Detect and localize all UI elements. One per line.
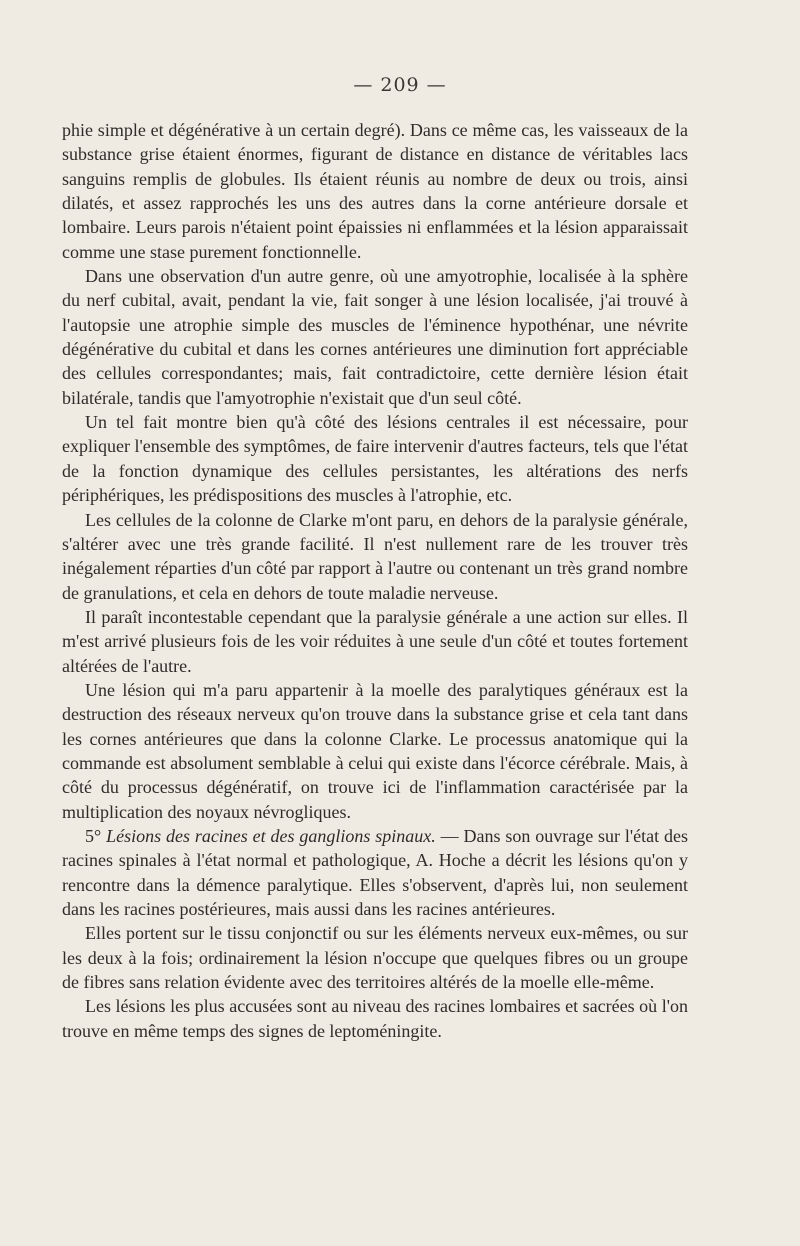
paragraph-3: Un tel fait montre bien qu'à côté des lésions centrales il est nécessaire, pour expliquer l'ensemble des symptômes, de faire intervenir d'autres facteurs, tels que l'état de la fonction dynamique des cellules persistantes, les altérations des nerfs périphériques, les prédispositions des muscles à l'atrophie, etc. bbox=[62, 412, 689, 506]
paragraph-2: Dans une observation d'un autre genre, où une amyotrophie, localisée à la sphère du nerf cubital, avait, pendant la vie, fait songer à une lésion localisée, j'ai trouvé à l'autopsie une atrophie simple des muscles de l'éminence hypothénar, une névrite dégénérative du cubital et dans les cornes antérieures une diminution fort appréciable des cellules correspondantes; mais, fait contradictoire, cette dernière lésion était bilatérale, tandis que l'amyotrophie n'existait que d'un seul côté. bbox=[62, 266, 688, 408]
paragraph-5: Il paraît incontestable cependant que la paralysie générale a une action sur elles. Il m'est arrivé plusieurs fois de les voir réduites à une seule d'un côté et toutes fortement altérées de l'autre. bbox=[62, 606, 688, 676]
section-number: 5° bbox=[85, 825, 102, 846]
paragraph-4: Les cellules de la colonne de Clarke m'ont paru, en dehors de la paralysie générale, s'altérer avec une très grande facilité. Il n'est nullement rare de les trouver très inégalement réparties d'un côté par rapport à l'autre ou contenant un très grand nombre de granulations, et cela en dehors de toute maladie nerveuse. bbox=[62, 509, 688, 603]
page-number: — 209 — bbox=[353, 74, 447, 96]
paragraph-7 bbox=[62, 824, 688, 921]
body-text bbox=[62, 118, 688, 1043]
paragraph-6: Une lésion qui m'a paru appartenir à la moelle des paralytiques généraux est la destruction des réseaux nerveux qu'on trouve dans la substance grise et cela tant dans les cornes antérieures que dans la colonne Clarke. Le processus anatomique qui la commande est absolument semblable à celui qui existe dans l'écorce cérébrale. Mais, à côté du processus dégénératif, on trouve ici de l'inflammation caractérisée par la multiplication des noyaux névrogliques. bbox=[62, 679, 688, 822]
section-heading: Lésions des racines et des ganglions spinaux. bbox=[106, 825, 436, 846]
paragraph-9: Les lésions les plus accusées sont au niveau des racines lombaires et sacrées où l'on trouve en même temps des signes de leptoméningite. bbox=[62, 996, 688, 1041]
paragraph-7-text: — Dans son ouvrage sur l'état des racines spinales à l'état normal et pathologique, A. Hoche a décrit les lésions qu'on y rencontre dans la démence paralytique. Elles s'observent, d'après lui, non seulement dans les racines postérieures, mais aussi dans les racines antérieures. bbox=[62, 825, 689, 919]
paragraph-8: Elles portent sur le tissu conjonctif ou sur les éléments nerveux eux-mêmes, ou sur les deux à la fois; ordinairement la lésion n'occupe que quelques fibres ou un groupe de fibres sans relation évidente avec des territoires altérés de la moelle elle-même. bbox=[62, 923, 688, 993]
paragraph-1: phie simple et dégénérative à un certain degré). Dans ce même cas, les vaisseaux de la substance grise étaient énormes, figurant de distance en distance de véritables lacs sanguins remplis de globules. Ils étaient réunis au nombre de deux ou trois, ainsi dilatés, et assez rapprochés les uns des autres dans la corne antérieure dorsale et lombaire. Leurs parois n'étaient point épaissies ni enflammées et la lésion apparaissait comme une stase purement fonctionnelle. bbox=[62, 120, 688, 262]
